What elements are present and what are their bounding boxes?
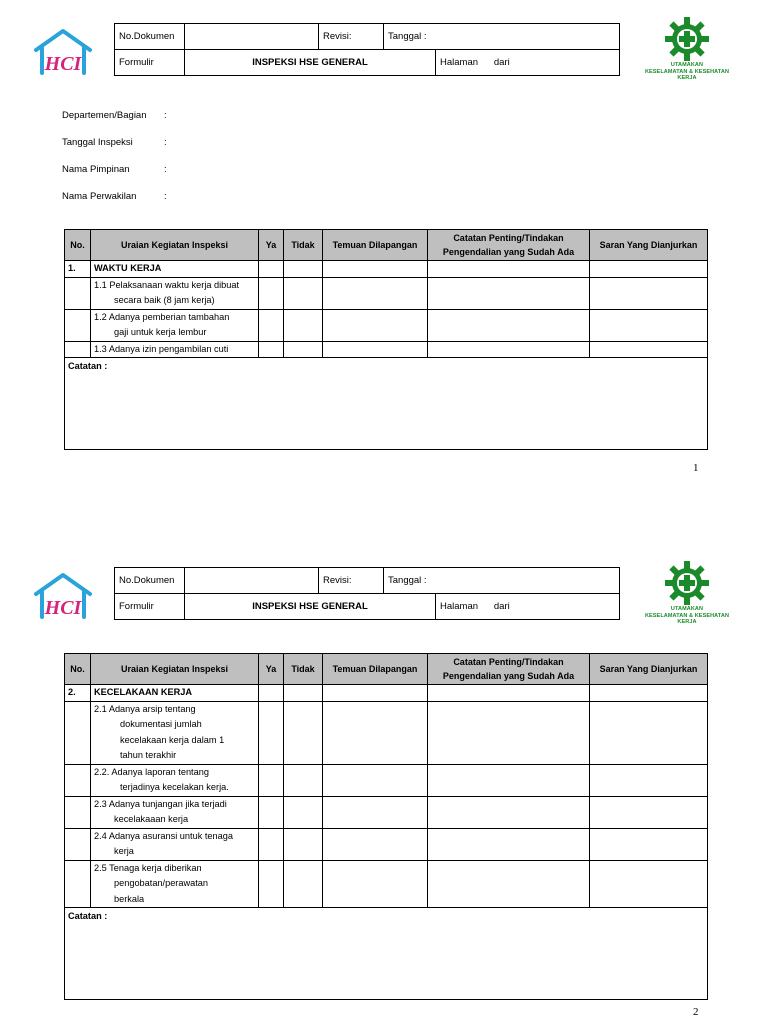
item-description <box>91 860 259 908</box>
info-tanggal-inspeksi <box>62 137 167 148</box>
info-nama-pimpinan <box>62 164 167 175</box>
item-description <box>91 277 259 309</box>
item-line: kecelakaan kerja dalam 1 <box>120 734 225 745</box>
formulir-label: Formulir <box>115 594 185 620</box>
catatan-field[interactable]: Catatan : <box>65 908 708 1000</box>
cell-no <box>65 341 91 358</box>
col-header-ya: Ya <box>259 654 284 685</box>
tanggal-label: Tanggal : <box>384 568 620 594</box>
cell-ya[interactable] <box>259 860 284 908</box>
cell-ya[interactable] <box>259 701 284 764</box>
table-row <box>65 796 708 828</box>
cell-tidak[interactable] <box>284 341 323 358</box>
section-title: KECELAKAAN KERJA <box>91 685 259 702</box>
col-header-temuan: Temuan Dilapangan <box>323 654 428 685</box>
cell-catatan[interactable] <box>428 261 590 278</box>
section-number: 1. <box>65 261 91 278</box>
info-nama-perwakilan <box>62 191 167 202</box>
inspection-table-1 <box>64 229 708 450</box>
cell-tidak[interactable] <box>284 685 323 702</box>
cell-catatan[interactable] <box>428 277 590 309</box>
section-title: WAKTU KERJA <box>91 261 259 278</box>
cell-temuan[interactable] <box>323 828 428 860</box>
item-line: 2.1 Adanya arsip tentang <box>94 703 196 714</box>
cell-saran[interactable] <box>590 701 708 764</box>
k3-logo <box>636 16 738 84</box>
inspection-table-2 <box>64 653 708 1000</box>
page-number: 2 <box>693 1006 699 1018</box>
form-title: INSPEKSI HSE GENERAL <box>185 50 436 76</box>
cell-ya[interactable] <box>259 796 284 828</box>
table-row <box>65 309 708 341</box>
k3-logo-text-2: KESELAMATAN & KESEHATAN KERJA <box>644 68 730 81</box>
halaman-label: Halaman <box>440 601 479 612</box>
cell-tidak[interactable] <box>284 796 323 828</box>
revisi-label: Revisi: <box>319 568 384 594</box>
info-sep: : <box>164 164 167 175</box>
cell-ya[interactable] <box>259 764 284 796</box>
info-departemen <box>62 110 167 121</box>
col-header-uraian: Uraian Kegiatan Inspeksi <box>91 654 259 685</box>
cell-temuan[interactable] <box>323 860 428 908</box>
table-row <box>65 341 708 358</box>
col-header-uraian: Uraian Kegiatan Inspeksi <box>91 230 259 261</box>
col-header-catatan-penting: Catatan Penting/Tindakan Pengendalian yang Sudah Ada <box>428 230 590 261</box>
item-line: dokumentasi jumlah <box>120 719 202 729</box>
cell-no <box>65 828 91 860</box>
item-line: secara baik (8 jam kerja) <box>114 295 215 305</box>
cell-temuan[interactable] <box>323 277 428 309</box>
form-title: INSPEKSI HSE GENERAL <box>185 594 436 620</box>
item-description <box>91 701 259 764</box>
tanggal-label: Tanggal : <box>384 24 620 50</box>
col-header-no: No. <box>65 654 91 685</box>
item-line: 2.4 Adanya asuransi untuk tenaga <box>94 830 233 841</box>
cell-catatan[interactable] <box>428 828 590 860</box>
k3-gear-cross-icon <box>664 560 710 606</box>
info-label: Nama Pimpinan <box>62 164 130 175</box>
document-header-table <box>114 567 620 620</box>
item-description <box>91 796 259 828</box>
cell-no <box>65 796 91 828</box>
item-line: tahun terakhir <box>120 750 177 760</box>
page-number: 1 <box>693 462 699 474</box>
info-label: Nama Perwakilan <box>62 191 137 202</box>
cell-catatan[interactable] <box>428 860 590 908</box>
hci-logo-icon <box>32 572 94 620</box>
dari-label: dari <box>493 57 510 68</box>
cell-temuan[interactable] <box>323 261 428 278</box>
item-line: 2.2. Adanya laporan tentang <box>94 766 209 777</box>
item-line: berkala <box>114 893 145 904</box>
k3-logo <box>636 560 738 628</box>
item-line: 2.3 Adanya tunjangan jika terjadi <box>94 798 227 809</box>
cell-tidak[interactable] <box>284 828 323 860</box>
cell-tidak[interactable] <box>284 261 323 278</box>
cell-no <box>65 309 91 341</box>
cell-temuan[interactable] <box>323 764 428 796</box>
formulir-label: Formulir <box>115 50 185 76</box>
cell-no <box>65 764 91 796</box>
col-header-catatan-penting: Catatan Penting/Tindakan Pengendalian yang Sudah Ada <box>428 654 590 685</box>
cell-saran[interactable] <box>590 309 708 341</box>
item-description <box>91 828 259 860</box>
cell-ya[interactable] <box>259 828 284 860</box>
item-line: terjadinya kecelakan kerja. <box>120 782 229 792</box>
hci-logo-text: HCI <box>44 597 82 619</box>
cell-saran[interactable] <box>590 828 708 860</box>
cell-temuan[interactable] <box>323 309 428 341</box>
cell-tidak[interactable] <box>284 860 323 908</box>
col-header-ya: Ya <box>259 230 284 261</box>
table-row <box>65 828 708 860</box>
col-header-tidak: Tidak <box>284 230 323 261</box>
cell-ya[interactable] <box>259 277 284 309</box>
info-sep: : <box>164 191 167 202</box>
cell-saran[interactable] <box>590 261 708 278</box>
cell-ya[interactable] <box>259 685 284 702</box>
info-label: Departemen/Bagian <box>62 110 147 121</box>
k3-logo-text-2: KESELAMATAN & KESEHATAN KERJA <box>644 612 730 625</box>
table-row <box>65 860 708 908</box>
table-row <box>65 764 708 796</box>
item-line: gaji untuk kerja lembur <box>114 327 207 337</box>
cell-temuan[interactable] <box>323 341 428 358</box>
cell-saran[interactable] <box>590 796 708 828</box>
hci-logo-icon <box>32 28 94 76</box>
cell-temuan[interactable] <box>323 796 428 828</box>
item-description <box>91 309 259 341</box>
halaman-cell <box>436 594 620 620</box>
col-header-no: No. <box>65 230 91 261</box>
cell-no <box>65 701 91 764</box>
catatan-row <box>65 358 708 450</box>
section-number: 2. <box>65 685 91 702</box>
item-line: 1.2 Adanya pemberian tambahan <box>94 311 230 322</box>
no-dokumen-label: No.Dokumen <box>115 24 185 50</box>
table-row <box>65 277 708 309</box>
cell-temuan[interactable] <box>323 685 428 702</box>
cell-tidak[interactable] <box>284 277 323 309</box>
item-description <box>91 764 259 796</box>
cell-ya[interactable] <box>259 341 284 358</box>
col-header-tidak: Tidak <box>284 654 323 685</box>
cell-temuan[interactable] <box>323 701 428 764</box>
item-line: kerja <box>114 846 134 856</box>
document-header-table <box>114 23 620 76</box>
k3-logo-text-1: UTAMAKAN <box>670 62 704 68</box>
cell-no <box>65 277 91 309</box>
dari-label: dari <box>493 601 510 612</box>
halaman-cell <box>436 50 620 76</box>
k3-logo-text-1: UTAMAKAN <box>670 606 704 612</box>
cell-catatan[interactable] <box>428 701 590 764</box>
col-header-saran: Saran Yang Dianjurkan <box>590 230 708 261</box>
col-header-saran: Saran Yang Dianjurkan <box>590 654 708 685</box>
item-line: pengobatan/perawatan <box>114 878 208 888</box>
table-row <box>65 701 708 764</box>
cell-saran[interactable] <box>590 277 708 309</box>
item-line: 2.5 Tenaga kerja diberikan <box>94 862 202 873</box>
item-line: 1.3 Adanya izin pengambilan cuti <box>94 343 229 354</box>
col-header-temuan: Temuan Dilapangan <box>323 230 428 261</box>
cell-saran[interactable] <box>590 341 708 358</box>
no-dokumen-label: No.Dokumen <box>115 568 185 594</box>
item-line: kecelakaaan kerja <box>114 814 189 824</box>
cell-ya[interactable] <box>259 309 284 341</box>
revisi-label: Revisi: <box>319 24 384 50</box>
cell-no <box>65 860 91 908</box>
info-sep: : <box>164 110 167 121</box>
section-row <box>65 685 708 702</box>
halaman-label: Halaman <box>440 57 479 68</box>
cell-tidak[interactable] <box>284 764 323 796</box>
cell-tidak[interactable] <box>284 701 323 764</box>
catatan-field[interactable]: Catatan : <box>65 358 708 450</box>
cell-saran[interactable] <box>590 685 708 702</box>
item-line: 1.1 Pelaksanaan waktu kerja dibuat <box>94 279 240 290</box>
cell-tidak[interactable] <box>284 309 323 341</box>
catatan-row <box>65 908 708 1000</box>
item-description <box>91 341 259 358</box>
cell-saran[interactable] <box>590 860 708 908</box>
cell-catatan[interactable] <box>428 796 590 828</box>
k3-gear-cross-icon <box>664 16 710 62</box>
info-label: Tanggal Inspeksi <box>62 137 133 148</box>
cell-ya[interactable] <box>259 261 284 278</box>
cell-saran[interactable] <box>590 764 708 796</box>
no-dokumen-value <box>185 24 319 50</box>
cell-catatan[interactable] <box>428 309 590 341</box>
section-row <box>65 261 708 278</box>
cell-catatan[interactable] <box>428 764 590 796</box>
no-dokumen-value <box>185 568 319 594</box>
cell-catatan[interactable] <box>428 685 590 702</box>
hci-logo-text: HCI <box>44 53 82 75</box>
info-sep: : <box>164 137 167 148</box>
cell-catatan[interactable] <box>428 341 590 358</box>
